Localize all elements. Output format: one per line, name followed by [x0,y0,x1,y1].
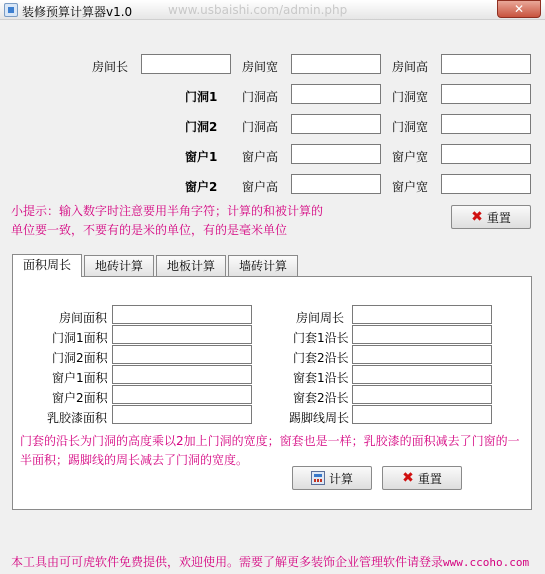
room-width-label: 房间宽 [242,60,279,74]
window-casing2-length-field[interactable] [352,385,492,404]
footer-text [11,553,529,570]
close-button[interactable] [497,0,541,18]
calculate-button[interactable] [292,466,372,490]
latex-paint-area-field[interactable] [112,405,252,424]
app-icon [4,3,18,17]
door2-label: 门洞2 [185,120,218,134]
input-hint-line1: 小提示：输入数字时注意要用半角字符；计算的和被计算的 [11,204,324,218]
door2-width-label: 门洞宽 [392,120,429,134]
door1-width-field[interactable] [441,84,531,104]
door1-area-label: 门洞1面积 [52,331,108,345]
reset-top-label: 重置 [486,210,511,225]
door1-height-field[interactable] [291,84,381,104]
door2-height-label: 门洞高 [242,120,279,134]
window1-height-label: 窗户高 [242,150,279,164]
door-casing2-length-field[interactable] [352,345,492,364]
baseboard-perimeter-field[interactable] [352,405,492,424]
x-icon: ✖ [402,470,414,486]
door-casing1-length-label: 门套1沿长 [293,331,349,345]
window2-label: 窗户2 [185,180,218,194]
room-perimeter-label: 房间周长 [296,311,345,325]
calc-note-line1: 门套的沿长为门洞的高度乘以2加上门洞的宽度；窗套也是一样；乳胶漆的面积减去了门窗的一 [20,434,520,448]
tab-floor-board[interactable]: 地板计算 [156,255,226,276]
window2-width-field[interactable] [441,174,531,194]
room-length-label: 房间长 [92,60,129,74]
window-casing2-length-label: 窗套2沿长 [293,391,349,405]
window2-height-label: 窗户高 [242,180,279,194]
room-width-field[interactable] [291,54,381,74]
door1-area-field[interactable] [112,325,252,344]
door1-height-label: 门洞高 [242,90,279,104]
latex-paint-area-label: 乳胶漆面积 [47,411,108,425]
window-title: 装修预算计算器v1.0 [22,5,133,19]
window1-height-field[interactable] [291,144,381,164]
title-bar[interactable] [0,0,545,20]
room-area-label: 房间面积 [59,311,108,325]
room-height-label: 房间高 [392,60,429,74]
reset-bottom-label: 重置 [417,471,442,486]
room-length-field[interactable] [141,54,231,74]
results-panel [12,276,532,510]
input-hint-line2: 单位要一致，不要有的是米的单位，有的是毫米单位 [11,223,288,237]
window1-width-label: 窗户宽 [392,150,429,164]
door2-height-field[interactable] [291,114,381,134]
reset-bottom-button[interactable] [382,466,462,490]
door2-area-field[interactable] [112,345,252,364]
reset-top-button[interactable] [451,205,531,229]
calculator-icon [311,471,325,485]
window2-area-label: 窗户2面积 [52,391,108,405]
door1-label: 门洞1 [185,90,218,104]
tab-floor-tile[interactable]: 地砖计算 [84,255,154,276]
footer-message: 本工具由可可虎软件免费提供，欢迎使用。需要了解更多装饰企业管理软件请登录 [11,555,444,569]
window-casing1-length-field[interactable] [352,365,492,384]
window1-width-field[interactable] [441,144,531,164]
watermark-text: www.usbaishi.com/admin.php [168,3,348,17]
close-icon: ✕ [513,2,525,16]
room-perimeter-field[interactable] [352,305,492,324]
door1-width-label: 门洞宽 [392,90,429,104]
window1-area-label: 窗户1面积 [52,371,108,385]
x-icon: ✖ [471,209,483,225]
room-area-field[interactable] [112,305,252,324]
window-casing1-length-label: 窗套1沿长 [293,371,349,385]
door2-area-label: 门洞2面积 [52,351,108,365]
calc-note-line2: 半面积；踢脚线的周长减去了门洞的宽度。 [20,453,249,467]
window1-label: 窗户1 [185,150,218,164]
calculate-label: 计算 [328,471,353,486]
tab-area-perimeter[interactable]: 面积周长 [12,254,82,277]
footer-url[interactable]: www.ccoho.com [443,556,530,569]
door-casing1-length-field[interactable] [352,325,492,344]
baseboard-perimeter-label: 踢脚线周长 [289,411,350,425]
door-casing2-length-label: 门套2沿长 [293,351,349,365]
window2-area-field[interactable] [112,385,252,404]
window2-width-label: 窗户宽 [392,180,429,194]
window2-height-field[interactable] [291,174,381,194]
room-height-field[interactable] [441,54,531,74]
tab-wall-tile[interactable]: 墙砖计算 [228,255,298,276]
door2-width-field[interactable] [441,114,531,134]
window1-area-field[interactable] [112,365,252,384]
